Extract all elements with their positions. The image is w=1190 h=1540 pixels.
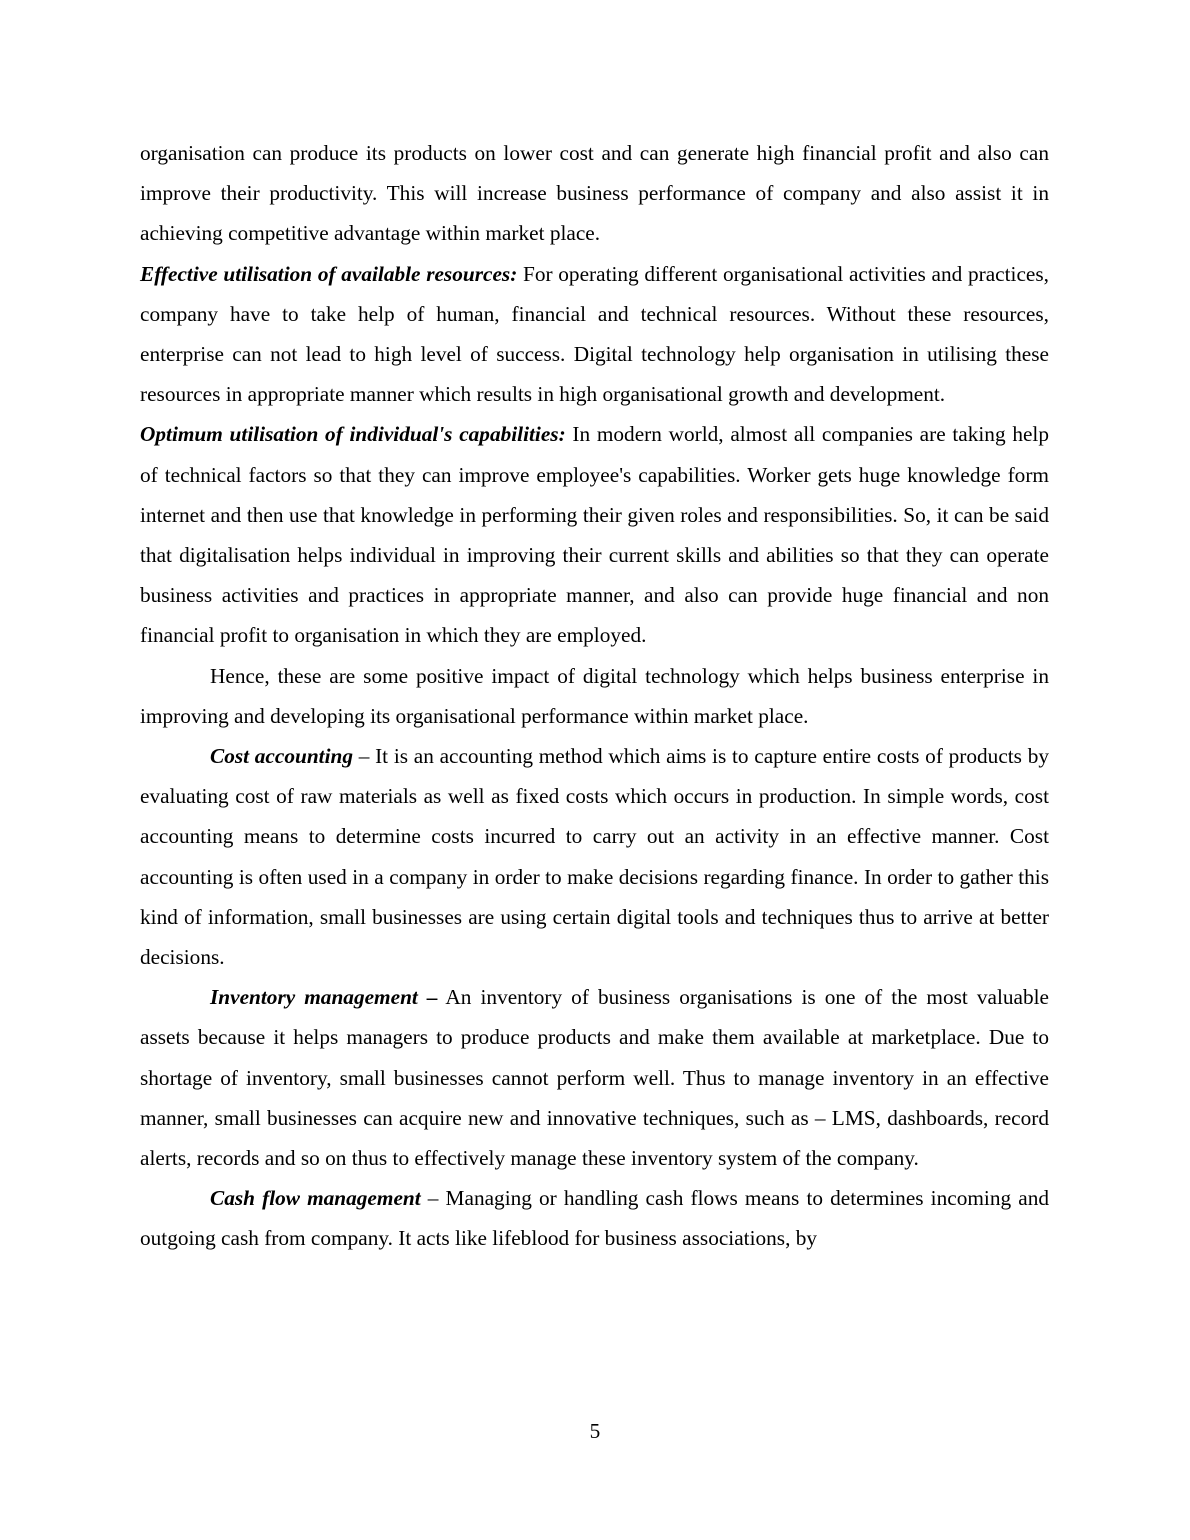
paragraph-optimum-utilisation bbox=[140, 414, 1049, 655]
paragraph-heading: Optimum utilisation of individual's capabilities: bbox=[140, 422, 566, 447]
paragraph-cash-flow-management bbox=[140, 1178, 1049, 1258]
paragraph-body: – It is an accounting method which aims is to capture entire costs of products by evaluating cost of raw materials as well as fixed costs which occurs in production. In simple words, cost accounting means to determine costs incurred to carry out an activity in an effective manner. Cost accounting is often used in a company in order to make decisions regarding finance. In order to gather this kind of information, small businesses are using certain digital tools and techniques thus to arrive at better decisions. bbox=[140, 744, 1049, 970]
paragraph-heading: Effective utilisation of available resources: bbox=[140, 261, 518, 286]
document-body bbox=[140, 133, 1049, 1259]
paragraph-inventory-management bbox=[140, 977, 1049, 1178]
paragraph-heading: Cost accounting bbox=[210, 744, 353, 769]
paragraph-effective-utilisation bbox=[140, 254, 1049, 415]
paragraph-body: Hence, these are some positive impact of digital technology which helps business enterprise in improving and developing its organisational performance within market place. bbox=[140, 663, 1049, 728]
paragraph-body: organisation can produce its products on lower cost and can generate high financial profit and also can improve their productivity. This will increase business performance of company and also assist it in achieving competitive advantage within market place. bbox=[140, 141, 1049, 246]
paragraph-intro-continuation bbox=[140, 133, 1049, 254]
paragraph-body: In modern world, almost all companies are taking help of technical factors so that they can improve employee's capabilities. Worker gets huge knowledge form internet and then use that knowledge in performing their given roles and responsibilities. So, it can be said that digitalisation helps individual in improving their current skills and abilities so that they can operate business activities and practices in appropriate manner, and also can provide huge financial and non financial profit to organisation in which they are employed. bbox=[140, 422, 1049, 648]
paragraph-body: An inventory of business organisations is one of the most valuable assets because it helps managers to produce products and make them available at marketplace. Due to shortage of inventory, small businesses cannot perform well. Thus to manage inventory in an effective manner, small businesses can acquire new and innovative techniques, such as – LMS, dashboards, record alerts, records and so on thus to effectively manage these inventory system of the company. bbox=[140, 985, 1049, 1171]
paragraph-body: – Managing or handling cash flows means to determines incoming and outgoing cash from company. It acts like lifeblood for business associations, by bbox=[140, 1186, 1049, 1251]
paragraph-cost-accounting bbox=[140, 736, 1049, 977]
page-number: 5 bbox=[589, 1419, 601, 1443]
paragraph-hence-summary bbox=[140, 656, 1049, 736]
paragraph-heading: Inventory management – bbox=[210, 985, 438, 1010]
paragraph-body: For operating different organisational activities and practices, company have to take help of human, financial and technical resources. Without these resources, enterprise can not lead to high level of success. Digital technology help organisation in utilising these resources in appropriate manner which results in high organisational growth and development. bbox=[140, 261, 1049, 407]
paragraph-heading: Cash flow management bbox=[210, 1186, 421, 1211]
